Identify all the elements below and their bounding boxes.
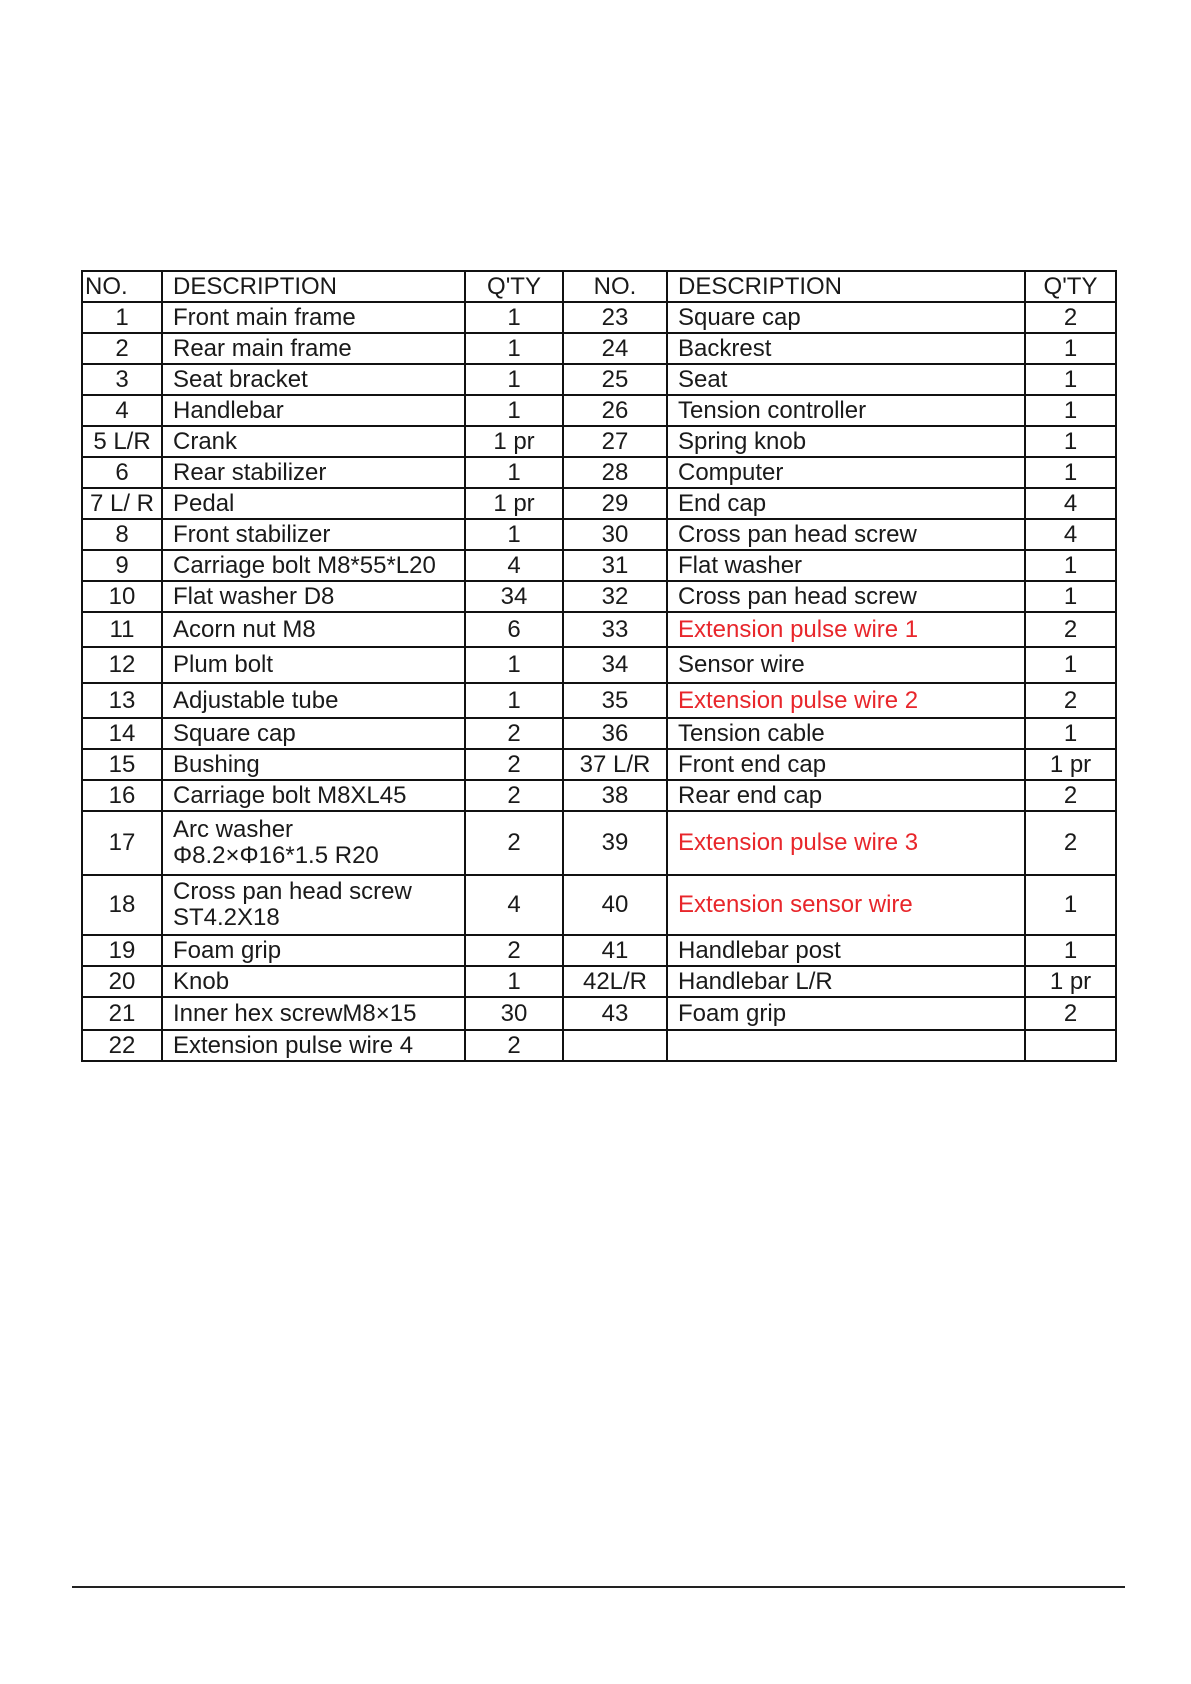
part-description-2: Handlebar L/R — [667, 966, 1025, 997]
table-row — [82, 966, 1116, 997]
part-no-2: 27 — [563, 426, 667, 457]
part-qty-2: 1 — [1025, 935, 1116, 966]
part-qty-2: 2 — [1025, 780, 1116, 811]
part-qty: 4 — [465, 875, 563, 935]
part-no-2: 30 — [563, 519, 667, 550]
table-row — [82, 749, 1116, 780]
part-description-line-1: Arc washer — [173, 816, 294, 844]
part-qty-2: 1 — [1025, 550, 1116, 581]
part-description: Seat bracket — [162, 364, 465, 395]
part-description-2: Handlebar post — [667, 935, 1025, 966]
part-description-2-highlighted: Extension pulse wire 2 — [667, 683, 1025, 718]
part-qty: 30 — [465, 997, 563, 1030]
part-qty-2: 1 — [1025, 581, 1116, 612]
part-description: Extension pulse wire 4 — [162, 1030, 465, 1061]
table-row — [82, 550, 1116, 581]
part-no-2: 37 L/R — [563, 749, 667, 780]
part-description: Plum bolt — [162, 647, 465, 683]
table-header-row — [82, 271, 1116, 302]
part-description: Inner hex screwM8×15 — [162, 997, 465, 1030]
part-description: Front stabilizer — [162, 519, 465, 550]
part-no: 16 — [82, 780, 162, 811]
part-description-line-1: Cross pan head screw — [173, 878, 412, 906]
table-row — [82, 519, 1116, 550]
part-description-2: Seat — [667, 364, 1025, 395]
part-no-2: 43 — [563, 997, 667, 1030]
header-qty: Q'TY — [465, 271, 563, 302]
part-qty: 2 — [465, 749, 563, 780]
part-no-2: 36 — [563, 718, 667, 749]
part-qty: 4 — [465, 550, 563, 581]
part-qty: 2 — [465, 935, 563, 966]
part-no: 10 — [82, 581, 162, 612]
part-description-2-highlighted: Extension pulse wire 1 — [667, 612, 1025, 647]
part-qty: 1 pr — [465, 488, 563, 519]
table-row — [82, 457, 1116, 488]
part-no: 20 — [82, 966, 162, 997]
part-no: 3 — [82, 364, 162, 395]
part-description-2: Rear end cap — [667, 780, 1025, 811]
part-qty: 1 — [465, 302, 563, 333]
part-no-2: 32 — [563, 581, 667, 612]
part-description: Foam grip — [162, 935, 465, 966]
table-row — [82, 364, 1116, 395]
parts-list-table — [81, 270, 1117, 1062]
part-description: Carriage bolt M8XL45 — [162, 780, 465, 811]
part-description-line-2: ST4.2X18 — [173, 904, 280, 931]
part-qty-2: 1 — [1025, 647, 1116, 683]
part-no-2: 23 — [563, 302, 667, 333]
part-description-2: Tension cable — [667, 718, 1025, 749]
table-row — [82, 875, 1116, 935]
table-row — [82, 647, 1116, 683]
part-no: 15 — [82, 749, 162, 780]
part-qty: 1 pr — [465, 426, 563, 457]
part-no: 5 L/R — [82, 426, 162, 457]
part-qty-2: 1 — [1025, 395, 1116, 426]
table-row — [82, 1030, 1116, 1061]
table-row — [82, 488, 1116, 519]
part-description-2: Cross pan head screw — [667, 581, 1025, 612]
table-row — [82, 395, 1116, 426]
part-qty-2: 4 — [1025, 519, 1116, 550]
part-qty: 2 — [465, 1030, 563, 1061]
table-row — [82, 302, 1116, 333]
table-row — [82, 997, 1116, 1030]
part-qty-2: 1 pr — [1025, 749, 1116, 780]
part-description-2: Computer — [667, 457, 1025, 488]
part-qty: 1 — [465, 395, 563, 426]
part-description: Knob — [162, 966, 465, 997]
table-row — [82, 718, 1116, 749]
part-description: Rear main frame — [162, 333, 465, 364]
part-description-2: Sensor wire — [667, 647, 1025, 683]
part-no: 22 — [82, 1030, 162, 1061]
header-description: DESCRIPTION — [162, 271, 465, 302]
part-qty-2: 1 — [1025, 457, 1116, 488]
part-description: Handlebar — [162, 395, 465, 426]
part-qty: 34 — [465, 581, 563, 612]
part-description: Rear stabilizer — [162, 457, 465, 488]
part-description: Adjustable tube — [162, 683, 465, 718]
footer-divider — [72, 1586, 1125, 1588]
part-no-2: 26 — [563, 395, 667, 426]
part-description — [162, 811, 465, 875]
part-no: 17 — [82, 811, 162, 875]
part-no: 2 — [82, 333, 162, 364]
part-no: 14 — [82, 718, 162, 749]
part-no-2: 33 — [563, 612, 667, 647]
part-no: 12 — [82, 647, 162, 683]
table-row — [82, 612, 1116, 647]
part-description-2: Backrest — [667, 333, 1025, 364]
part-qty-2 — [1025, 1030, 1116, 1061]
part-description: Acorn nut M8 — [162, 612, 465, 647]
part-no-2: 35 — [563, 683, 667, 718]
part-no-2: 31 — [563, 550, 667, 581]
part-description-2 — [667, 1030, 1025, 1061]
part-description-2: Foam grip — [667, 997, 1025, 1030]
part-description: Front main frame — [162, 302, 465, 333]
part-no-2: 38 — [563, 780, 667, 811]
part-qty-2: 4 — [1025, 488, 1116, 519]
part-no-2: 25 — [563, 364, 667, 395]
part-no: 11 — [82, 612, 162, 647]
part-qty-2: 2 — [1025, 612, 1116, 647]
header-qty-2: Q'TY — [1025, 271, 1116, 302]
part-no-2: 40 — [563, 875, 667, 935]
part-qty-2: 1 — [1025, 875, 1116, 935]
part-qty: 1 — [465, 457, 563, 488]
part-description-2-highlighted: Extension sensor wire — [667, 875, 1025, 935]
table-row — [82, 935, 1116, 966]
part-no-2 — [563, 1030, 667, 1061]
part-no-2: 24 — [563, 333, 667, 364]
part-description-2: Square cap — [667, 302, 1025, 333]
part-no: 19 — [82, 935, 162, 966]
table-row — [82, 426, 1116, 457]
part-description: Bushing — [162, 749, 465, 780]
header-no-2: NO. — [563, 271, 667, 302]
part-description-2: Flat washer — [667, 550, 1025, 581]
part-no: 7 L/ R — [82, 488, 162, 519]
table-row — [82, 811, 1116, 875]
part-qty: 1 — [465, 364, 563, 395]
part-no: 18 — [82, 875, 162, 935]
table-row — [82, 581, 1116, 612]
part-qty: 1 — [465, 683, 563, 718]
part-description: Square cap — [162, 718, 465, 749]
part-qty-2: 1 — [1025, 426, 1116, 457]
part-no: 13 — [82, 683, 162, 718]
table-row — [82, 333, 1116, 364]
part-qty-2: 2 — [1025, 997, 1116, 1030]
part-qty-2: 1 — [1025, 718, 1116, 749]
part-qty: 1 — [465, 333, 563, 364]
part-no-2: 42L/R — [563, 966, 667, 997]
part-description-2: End cap — [667, 488, 1025, 519]
part-description-2: Tension controller — [667, 395, 1025, 426]
table-row — [82, 780, 1116, 811]
part-qty: 1 — [465, 519, 563, 550]
part-no: 9 — [82, 550, 162, 581]
part-no-2: 28 — [563, 457, 667, 488]
part-description: Carriage bolt M8*55*L20 — [162, 550, 465, 581]
part-no-2: 39 — [563, 811, 667, 875]
part-qty-2: 2 — [1025, 302, 1116, 333]
part-no-2: 41 — [563, 935, 667, 966]
part-qty: 2 — [465, 718, 563, 749]
part-qty-2: 1 — [1025, 364, 1116, 395]
part-qty-2: 1 pr — [1025, 966, 1116, 997]
header-no: NO. — [82, 271, 162, 302]
part-qty-2: 1 — [1025, 333, 1116, 364]
part-qty: 2 — [465, 780, 563, 811]
table-row — [82, 683, 1116, 718]
part-qty-2: 2 — [1025, 683, 1116, 718]
part-description-line-2: Φ8.2×Φ16*1.5 R20 — [173, 842, 379, 869]
part-description: Crank — [162, 426, 465, 457]
part-qty: 1 — [465, 966, 563, 997]
part-no: 1 — [82, 302, 162, 333]
part-qty: 2 — [465, 811, 563, 875]
part-no: 4 — [82, 395, 162, 426]
header-description-2: DESCRIPTION — [667, 271, 1025, 302]
part-description-2: Cross pan head screw — [667, 519, 1025, 550]
part-description-2: Front end cap — [667, 749, 1025, 780]
part-no: 8 — [82, 519, 162, 550]
part-qty-2: 2 — [1025, 811, 1116, 875]
part-no: 21 — [82, 997, 162, 1030]
part-no: 6 — [82, 457, 162, 488]
part-description — [162, 875, 465, 935]
part-description: Flat washer D8 — [162, 581, 465, 612]
part-description-2: Spring knob — [667, 426, 1025, 457]
part-description-2-highlighted: Extension pulse wire 3 — [667, 811, 1025, 875]
part-no-2: 29 — [563, 488, 667, 519]
part-qty: 1 — [465, 647, 563, 683]
part-qty: 6 — [465, 612, 563, 647]
part-description: Pedal — [162, 488, 465, 519]
part-no-2: 34 — [563, 647, 667, 683]
